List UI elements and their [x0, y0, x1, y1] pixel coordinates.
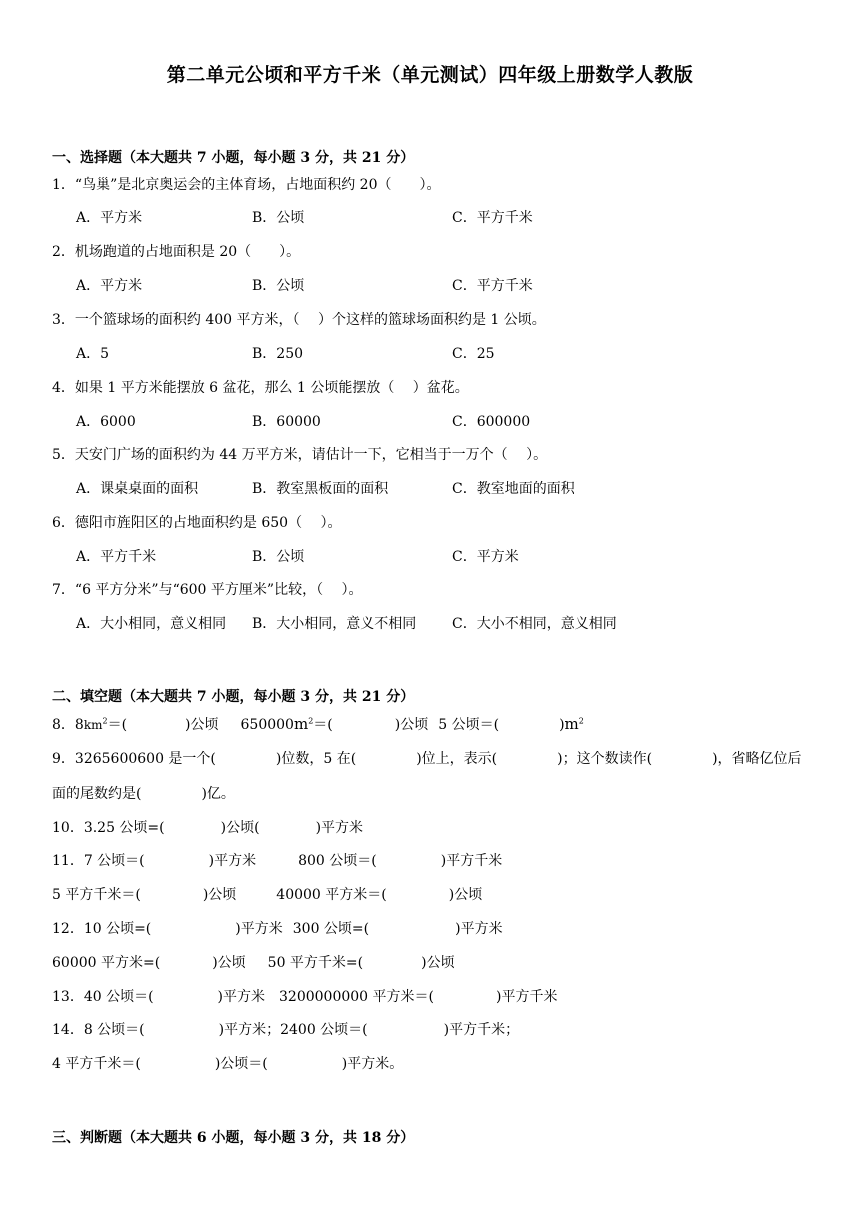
q10-text: )平方米: [315, 820, 364, 836]
q13-text: )平方米: [217, 989, 266, 1005]
question-4: 4．如果 1 平方米能摆放 6 盆花，那么 1 公顷能摆放（ ）盆花。: [52, 380, 469, 396]
q12-text: )平方米: [235, 921, 283, 937]
question-3: 3．一个篮球场的面积约 400 平方米，（ ）个这样的篮球场面积约是 1 公顷。: [52, 312, 546, 328]
q1-option-c: C．平方千米: [452, 210, 533, 226]
q11-text: 800 公顷＝(: [298, 853, 377, 869]
q11-text: 11．7 公顷＝(: [52, 853, 145, 869]
question-12-line-2: [52, 952, 455, 972]
q4-option-a: A．6000: [76, 414, 136, 430]
q6-option-c: C．平方米: [452, 549, 519, 565]
q14-text: 4 平方千米＝(: [52, 1056, 141, 1072]
q7-option-c: C．大小不相同，意义相同: [452, 616, 617, 632]
q10-text: )公顷(: [220, 820, 260, 836]
section-choice-heading: 一、选择题（本大题共 7 小题，每小题 3 分，共 21 分）: [52, 150, 415, 166]
section-judge-heading: 三、判断题（本大题共 6 小题，每小题 3 分，共 18 分）: [52, 1130, 415, 1146]
q2-option-b: B．公顷: [252, 278, 305, 294]
q6-option-b: B．公顷: [252, 549, 305, 565]
q14-text: 14．8 公顷＝(: [52, 1022, 145, 1038]
q5-option-b: B．教室黑板面的面积: [252, 481, 389, 497]
page-title: 第二单元公顷和平方千米（单元测试）四年级上册数学人教版: [166, 64, 694, 86]
q12-text: 50 平方千米=(: [267, 955, 364, 971]
q8-text: ＝(: [313, 717, 333, 733]
q14-text: )公顷＝(: [214, 1056, 268, 1072]
m-unit: m: [564, 715, 579, 733]
q12-text: )公顷: [421, 955, 455, 971]
q8-text: 5 公顷＝(: [438, 717, 500, 733]
question-1: 1．“鸟巢”是北京奥运会的主体育场，占地面积约 20（ ）。: [52, 177, 441, 193]
q11-text: )平方米: [208, 853, 257, 869]
q3-option-b: B．250: [252, 346, 304, 362]
q14-text: )平方千米；: [443, 1022, 520, 1038]
question-10: [52, 817, 363, 837]
q13-text: 13．40 公顷＝(: [52, 989, 154, 1005]
question-7: 7．“6 平方分米”与“600 平方厘米”比较，（ ）。: [52, 582, 363, 598]
superscript: 2: [578, 716, 584, 726]
q7-option-a: A．大小相同，意义相同: [76, 616, 227, 632]
q11-text: 5 平方千米＝(: [52, 887, 141, 903]
q8-text: 8．8: [52, 717, 84, 733]
q14-text: )平方米。: [341, 1056, 404, 1072]
q2-option-c: C．平方千米: [452, 278, 533, 294]
q12-text: 12．10 公顷=(: [52, 921, 152, 937]
question-11-line-2: [52, 884, 482, 904]
q9-text: )；这个数读作(: [557, 751, 653, 767]
q11-text: 40000 平方米＝(: [276, 887, 387, 903]
question-8: [52, 714, 584, 734]
q9-text: )位数，5 在(: [275, 751, 357, 767]
m-unit: m: [293, 715, 309, 733]
q12-text: 60000 平方米=(: [52, 955, 161, 971]
q13-text: )平方千米: [496, 989, 558, 1005]
q5-option-a: A．课桌桌面的面积: [76, 481, 199, 497]
superscript: 2: [102, 716, 108, 726]
question-14-line-1: [52, 1019, 519, 1039]
q11-text: )平方千米: [440, 853, 503, 869]
question-5: 5．天安门广场的面积约为 44 万平方米，请估计一下，它相当于一万个（ ）。: [52, 447, 548, 463]
q5-option-c: C．教室地面的面积: [452, 481, 575, 497]
q12-text: 300 公顷=(: [292, 921, 370, 937]
question-9-line-1: [52, 748, 802, 768]
q9-text: )位上，表示(: [416, 751, 498, 767]
q3-option-c: C．25: [452, 346, 495, 362]
q4-option-b: B．60000: [252, 414, 321, 430]
q12-text: )公顷: [212, 955, 246, 971]
q8-text: ＝(: [107, 717, 128, 733]
q1-option-a: A．平方米: [76, 210, 143, 226]
question-11-line-1: [52, 850, 502, 870]
question-12-line-1: [52, 918, 503, 938]
q14-text: )平方米；2400 公顷＝(: [218, 1022, 368, 1038]
question-9-line-2: [52, 783, 235, 803]
question-13: [52, 986, 557, 1006]
q9-text: )，省略亿位后: [712, 751, 802, 767]
q2-option-a: A．平方米: [76, 278, 143, 294]
q11-text: )公顷: [202, 887, 237, 903]
q7-option-b: B．大小相同，意义不相同: [252, 616, 417, 632]
q13-text: 3200000000 平方米＝(: [279, 989, 434, 1005]
superscript: 2: [308, 716, 314, 726]
km-unit: km: [83, 718, 103, 732]
section-fill-heading: 二、填空题（本大题共 7 小题，每小题 3 分，共 21 分）: [52, 689, 415, 705]
q10-text: 10．3.25 公顷=(: [52, 820, 165, 836]
q3-option-a: A．5: [76, 346, 110, 362]
q8-text: )公顷: [185, 717, 219, 733]
q1-option-b: B．公顷: [252, 210, 305, 226]
q9-text: 面的尾数约是(: [52, 786, 142, 802]
q11-text: )公顷: [448, 887, 483, 903]
q12-text: )平方米: [455, 921, 503, 937]
q9-text: 9．3265600600 是一个(: [52, 751, 216, 767]
q8-text: ): [559, 717, 565, 733]
q8-text: 650000: [240, 717, 294, 733]
q4-option-c: C．600000: [452, 414, 531, 430]
q8-text: )公顷: [394, 717, 429, 733]
question-2: 2．机场跑道的占地面积是 20（ ）。: [52, 244, 301, 260]
question-6: 6．德阳市旌阳区的占地面积约是 650（ ）。: [52, 515, 342, 531]
q6-option-a: A．平方千米: [76, 549, 157, 565]
question-14-line-2: [52, 1053, 403, 1073]
q9-text: )亿。: [201, 786, 235, 802]
